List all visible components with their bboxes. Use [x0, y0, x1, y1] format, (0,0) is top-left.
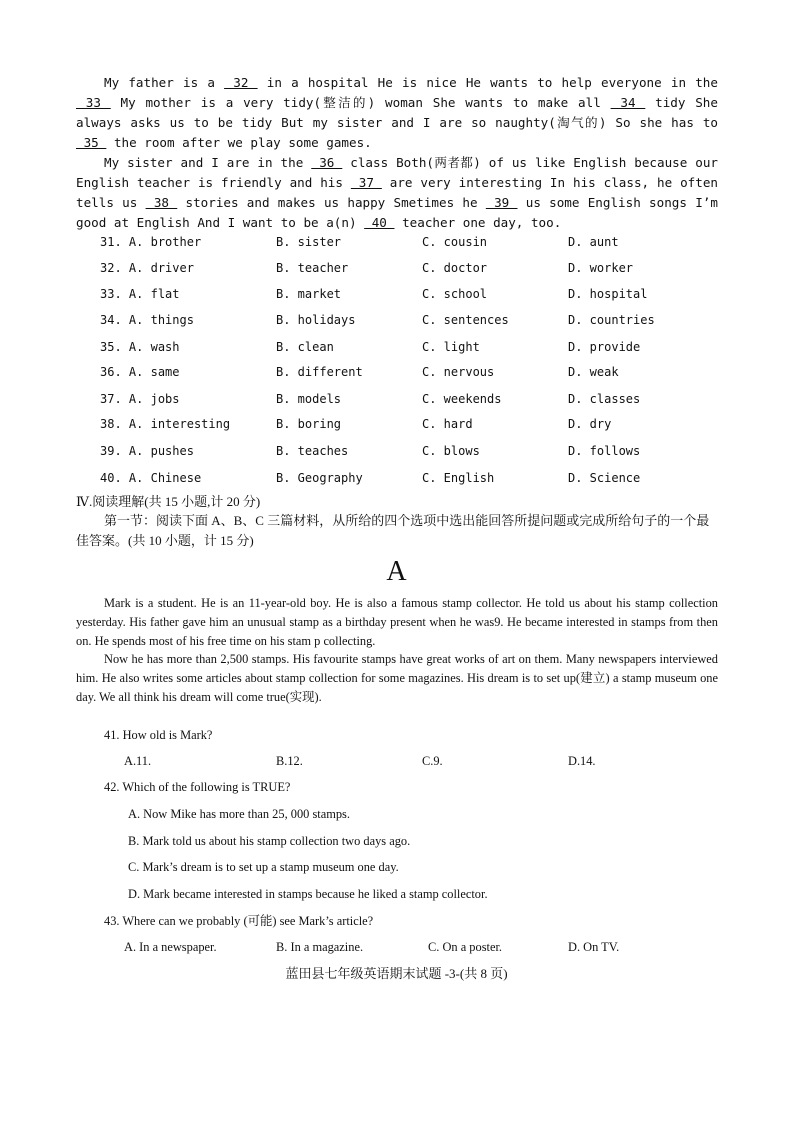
section-description: 第一节：阅读下面 A、B、C 三篇材料，从所给的四个选项中选出能回答所提问题或完成所给句子的一个最佳答案。(共 10 小题，计 15 分) [76, 513, 710, 548]
cloze-paragraph-1 [76, 73, 718, 153]
q41-option-d: D.14. [568, 754, 596, 768]
option-b: B. teaches [276, 444, 349, 458]
cloze-text: the room after we play some games. [113, 135, 372, 150]
option-c: C. English [422, 471, 495, 485]
q42-option-a: A. Now Mike has more than 25, 000 stamps. [128, 807, 350, 821]
option-c: C. weekends [422, 392, 502, 406]
option-a: 35. A. wash [100, 340, 180, 354]
option-a: 34. A. things [100, 313, 194, 327]
option-b: B. sister [276, 235, 342, 249]
option-row-33 [100, 284, 720, 304]
q42-option-c: C. Mark’s dream is to set up a stamp museum one day. [128, 860, 399, 874]
cloze-text: class Both(两者都) of us like English because our English teacher is friendly and his [76, 155, 718, 190]
option-d: D. hospital [568, 287, 648, 301]
cloze-text: us some English songs I’m good at English And I want to be a(n) [76, 195, 718, 230]
cloze-text: are very interesting In his class, he often tells us [76, 175, 718, 210]
cloze-text: My father is a [104, 75, 215, 90]
option-row-34 [100, 310, 720, 330]
option-d: D. dry [568, 417, 612, 431]
cloze-text: in a hospital He is nice He wants to help everyone in the [266, 75, 718, 90]
blank-36: 36 [311, 155, 343, 170]
blank-40: 40 [364, 215, 395, 230]
option-row-36 [100, 362, 720, 382]
blank-32: 32 [224, 75, 258, 90]
option-d: D. worker [568, 261, 634, 275]
option-d: D. aunt [568, 235, 619, 249]
q42-option-d: D. Mark became interested in stamps because he liked a stamp collector. [128, 887, 488, 901]
option-c: C. sentences [422, 313, 509, 327]
option-a: 33. A. flat [100, 287, 180, 301]
option-c: C. nervous [422, 365, 495, 379]
option-b: B. different [276, 365, 363, 379]
cloze-paragraph-2 [76, 153, 718, 233]
blank-39: 39 [485, 195, 518, 210]
cloze-text: My mother is a very tidy(整洁的) woman She wants to make all [120, 95, 601, 110]
question-43: 43. Where can we probably (可能) see Mark’s article? [104, 914, 374, 928]
passage-paragraph: Now he has more than 2,500 stamps. His favourite stamps have great works of art on them. Many newspapers interviewed him. He also writes some articles about stamp collection for some magazines. His dream is to set up(建立) a stamp museum one day. We all think his dream will come true(实现). [76, 652, 718, 704]
passage-paragraph: Mark is a student. He is an 11-year-old boy. He is also a famous stamp collector. He told us about his stamp collection yesterday. His father gave him an unusual stamp as a birthday present when he was9. He became interested in stamps from then on. He spends most of his free time on his stam p collecting. [76, 596, 718, 648]
option-a: 36. A. same [100, 365, 180, 379]
q43-option-d: D. On TV. [568, 940, 620, 954]
option-b: B. clean [276, 340, 334, 354]
option-c: C. light [422, 340, 480, 354]
option-c: C. hard [422, 417, 473, 431]
option-b: B. market [276, 287, 342, 301]
cloze-text: stories and makes us happy Smetimes he [185, 195, 478, 210]
blank-38: 38 [145, 195, 178, 210]
option-a: 37. A. jobs [100, 392, 180, 406]
option-a: 39. A. pushes [100, 444, 194, 458]
question-41: 41. How old is Mark? [104, 728, 213, 742]
page-footer: 蓝田县七年级英语期末试题 -3-(共 8 页) [285, 966, 508, 981]
option-b: B. boring [276, 417, 342, 431]
option-d: D. countries [568, 313, 655, 327]
blank-37: 37 [350, 175, 382, 190]
option-d: D. weak [568, 365, 619, 379]
section-title: Ⅳ.阅读理解(共 15 小题,计 20 分) [76, 494, 261, 509]
option-c: C. doctor [422, 261, 488, 275]
option-row-38 [100, 414, 720, 434]
option-a: 32. A. driver [100, 261, 194, 275]
blank-33: 33 [76, 95, 111, 110]
option-d: D. follows [568, 444, 641, 458]
option-row-37 [100, 389, 720, 409]
option-c: C. blows [422, 444, 480, 458]
option-c: C. school [422, 287, 488, 301]
q43-option-b: B. In a magazine. [276, 940, 364, 954]
option-b: B. teacher [276, 261, 349, 275]
cloze-text: tidy She always asks us to be tidy But my sister and I are so naughty(淘气的) So she has to [76, 95, 718, 130]
cloze-text: teacher one day, too. [402, 215, 562, 230]
passage-letter: A [386, 556, 407, 587]
q43-option-c: C. On a poster. [428, 940, 502, 954]
q43-option-a: A. In a newspaper. [124, 940, 217, 954]
blank-34: 34 [610, 95, 646, 110]
question-42: 42. Which of the following is TRUE? [104, 780, 291, 794]
option-b: B. models [276, 392, 342, 406]
option-c: C. cousin [422, 235, 488, 249]
option-d: D. Science [568, 471, 641, 485]
option-row-39 [100, 441, 720, 461]
q42-option-b: B. Mark told us about his stamp collection two days ago. [128, 834, 411, 848]
option-a: 38. A. interesting [100, 417, 231, 431]
blank-35: 35 [76, 135, 107, 150]
option-row-35 [100, 337, 720, 357]
option-b: B. holidays [276, 313, 356, 327]
option-row-31 [100, 232, 720, 252]
q41-option-c: C.9. [422, 754, 443, 768]
q41-option-a: A.11. [124, 754, 152, 768]
option-a: 40. A. Chinese [100, 471, 202, 485]
q41-option-b: B.12. [276, 754, 303, 768]
cloze-text: My sister and I are in the [104, 155, 304, 170]
option-d: D. provide [568, 340, 641, 354]
option-row-32 [100, 258, 720, 278]
option-row-40 [100, 468, 720, 488]
option-a: 31. A. brother [100, 235, 202, 249]
option-d: D. classes [568, 392, 641, 406]
option-b: B. Geography [276, 471, 363, 485]
passage-a [76, 594, 718, 707]
